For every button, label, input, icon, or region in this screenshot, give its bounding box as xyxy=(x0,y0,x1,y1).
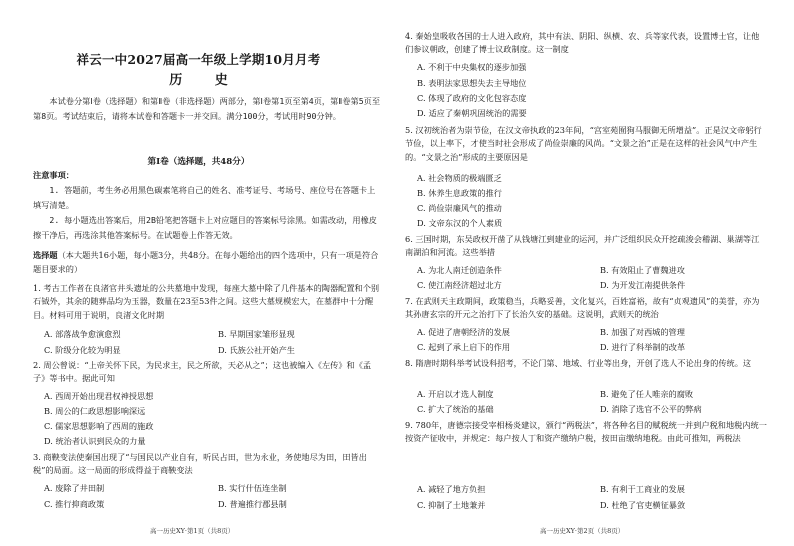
q6-option-a[interactable]: A. 为北人南迁创造条件 xyxy=(417,265,502,275)
note-1: 1. 答题前，考生务必用黑色碳素笔将自己的姓名、准考证号、考场号、座位号在答题卡上填写清楚。 xyxy=(33,185,376,210)
question-5: 5. 汉初统治者为崇节俭，在汉文帝执政的23年间，“宫室苑囿狗马服御无所增益”。正是汉文帝躬行节俭，以上率下，才使当时社会形成了尚俭崇廉的风尚。“文景之治”正是在这样的社会风气中产生的。“文景之治”形成的主要原因是 xyxy=(405,125,762,162)
q7-option-d[interactable]: D. 进行了科举制的改革 xyxy=(600,342,686,352)
note-2: 2. 每小题选出答案后，用2B铅笔把答题卡上对应题目的答案标号涂黑。如需改动，用橡皮擦干净后，再选涂其他答案标号。在试题卷上作答无效。 xyxy=(33,215,377,240)
question-9: 9. 780年，唐德宗接受宰相杨炎建议，颁行“两税法”，将各种名目的赋税统一并到户税和地税内统一按资产征收中，并规定：每户按人丁和资产缴纳户税，按田亩缴纳地税。由此可推知，两税法 xyxy=(405,420,767,444)
q1-option-a[interactable]: A. 部落战争愈演愈烈 xyxy=(44,329,121,339)
q7-option-b[interactable]: B. 加强了对西城的管理 xyxy=(600,327,685,337)
q8-option-b[interactable]: B. 避免了任人唯亲的腐败 xyxy=(600,389,694,399)
section-title: 第Ⅰ卷（选择题，共48分） xyxy=(147,157,250,167)
question-3: 3. 商鞅变法使秦国出现了“与国民以产业自有，听民占田，世为永业，务使地尽为田，田皆出税”的局面。这一局面的形成得益于商鞅变法 xyxy=(33,452,367,476)
footer-left: 高一历史XY·第1页（共8页） xyxy=(150,527,235,535)
q9-option-b[interactable]: B. 有利于工商业的发展 xyxy=(600,484,685,494)
q3-option-a[interactable]: A. 废除了井田制 xyxy=(44,483,105,493)
q2-option-d[interactable]: D. 统治者认识到民众的力量 xyxy=(44,436,146,446)
instructions-bold: 选择题 xyxy=(33,250,58,260)
instructions-text: （本大题共16小题，每小题3分，共48分。在每小题给出的四个选项中，只有一项是符合题目要求的） xyxy=(33,250,379,274)
q3-option-b[interactable]: B. 实行什伍连坐制 xyxy=(218,483,287,493)
q6-option-c[interactable]: C. 使江南经济超过北方 xyxy=(417,280,502,290)
q6-option-d[interactable]: D. 为开发江南提供条件 xyxy=(600,280,686,290)
question-7: 7. 在武则天主政期间，政策稳当，兵略妥善，文化复兴，百姓富裕，故有“贞观遗风”的美誉，亦为其孙唐玄宗的开元之治打下了长治久安的基础。这说明，武则天的统治 xyxy=(405,296,760,320)
instructions xyxy=(33,248,383,276)
q4-option-c[interactable]: C. 体现了政府的文化包容态度 xyxy=(417,93,527,103)
q7-option-c[interactable]: C. 起到了承上启下的作用 xyxy=(417,342,511,352)
question-8: 8. 隋唐时期科举考试设科招考，不论门第、地域、行业等出身，开创了选人不论出身的传统。这 xyxy=(405,358,752,368)
q3-option-c[interactable]: C. 推行抑商政策 xyxy=(44,499,105,509)
exam-subject: 历 史 xyxy=(169,73,242,88)
q4-option-d[interactable]: D. 适应了秦朝巩固统治的需要 xyxy=(417,108,527,118)
question-1: 1. 考古工作者在良渚官井头遗址的公共墓地中发现，每座大墓中除了几件基本的陶器配置和个别石钺外，其余的随葬品均为玉器，数量在23至53件之间。这些大墓规模宏大，在墓群中十分醒目。材料可用于说明，良渚文化时期 xyxy=(33,283,380,320)
q2-option-c[interactable]: C. 儒家思想影响了西周的施政 xyxy=(44,421,154,431)
q8-option-d[interactable]: D. 消除了选官不公平的弊病 xyxy=(600,404,702,414)
q9-option-c[interactable]: C. 抑制了土地兼并 xyxy=(417,500,486,510)
q5-option-d[interactable]: D. 文帝东汉的个人素质 xyxy=(417,218,503,228)
q4-option-b[interactable]: B. 表明法家思想失去主导地位 xyxy=(417,78,527,88)
q2-option-a[interactable]: A. 西周开始出现君权神授思想 xyxy=(44,391,154,401)
q2-option-b[interactable]: B. 周公的仁政思想影响深远 xyxy=(44,406,146,416)
footer-right: 高一历史XY·第2页（共8页） xyxy=(540,527,625,535)
q9-option-a[interactable]: A. 减轻了地方负担 xyxy=(417,484,486,494)
q8-option-c[interactable]: C. 扩大了统治的基础 xyxy=(417,404,494,414)
q5-option-c[interactable]: C. 尚俭崇廉风气的推动 xyxy=(417,203,502,213)
q9-option-d[interactable]: D. 杜绝了官吏横征暴敛 xyxy=(600,500,686,510)
q3-option-d[interactable]: D. 普遍推行郡县制 xyxy=(218,499,287,509)
question-6: 6. 三国时期，东吴政权开凿了从钱塘江到建业的运河，并广泛组织民众开挖疏浚会稽湖、巢湖等江南湖泊和河流。这些举措 xyxy=(405,234,760,258)
q1-option-d[interactable]: D. 氏族公社开始产生 xyxy=(218,345,295,355)
exam-intro: 本试卷分第Ⅰ卷（选择题）和第Ⅱ卷（非选择题）两部分，第Ⅰ卷第1页至第4页，第Ⅱ卷第5页至第8页。考试结束后，请将本试卷和答题卡一并交回。满分100分，考试用时90分钟。 xyxy=(33,96,381,121)
q8-option-a[interactable]: A. 开启以才选人制度 xyxy=(417,389,494,399)
q1-option-c[interactable]: C. 阶级分化较为明显 xyxy=(44,345,121,355)
q5-option-b[interactable]: B. 休养生息政策的推行 xyxy=(417,188,502,198)
exam-title: 祥云一中2027届高一年级上学期10月月考 xyxy=(76,52,321,67)
q6-option-b[interactable]: B. 有效阻止了曹魏进攻 xyxy=(600,265,685,275)
q7-option-a[interactable]: A. 促进了唐朝经济的发展 xyxy=(417,327,510,337)
q5-option-a[interactable]: A. 社会物质的极端匮乏 xyxy=(417,173,502,183)
notes-title: 注意事项： xyxy=(33,170,74,180)
q4-option-a[interactable]: A. 不利于中央集权的逐步加强 xyxy=(417,62,527,72)
question-2: 2. 周公曾说：“上帝关怀下民，为民求主，民之所欲，天必从之”；这也被编入《左传》和《孟子》等书中。据此可知 xyxy=(33,360,372,384)
question-4: 4. 秦始皇吸收各国的士人进入政府，其中有法、阴阳、纵横、农、兵等家代表，设置博士官，让他们参议朝政，创建了博士议政制度。这一制度 xyxy=(405,31,760,55)
q1-option-b[interactable]: B. 早期国家雏形显现 xyxy=(218,329,295,339)
